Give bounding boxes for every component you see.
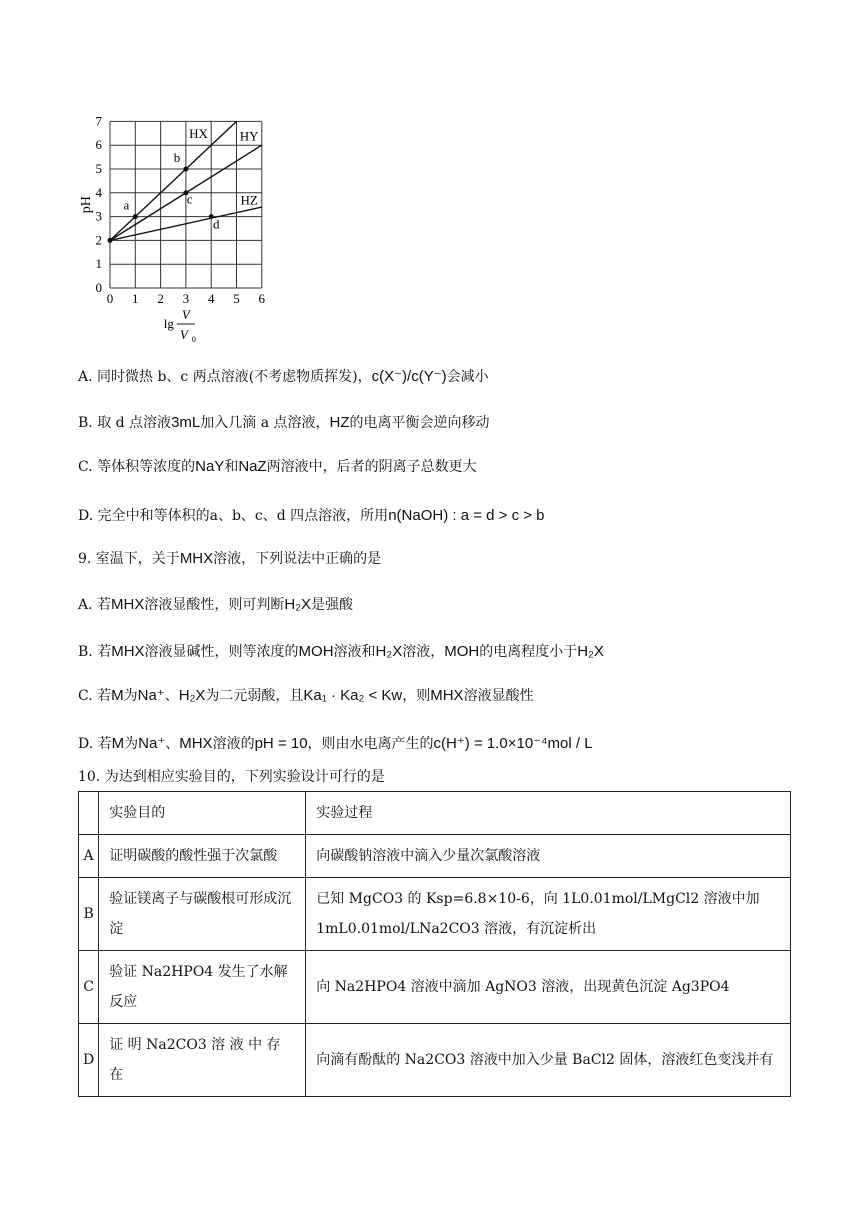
x-axis-label-numerator: V <box>181 307 190 322</box>
x-tick-label: 0 <box>106 291 114 306</box>
x-tick-label: 1 <box>132 291 139 306</box>
process-cell: 向 Na2HPO4 溶液中滴加 AgNO3 溶液，出现黄色沉淀 Ag3PO4 <box>306 951 791 1024</box>
q9-b-formula-4: MOH <box>444 643 480 660</box>
q9-stem-formula: MHX <box>179 550 214 567</box>
purpose-cell: 证 明 Na2CO3 溶 液 中 存 在 <box>99 1024 306 1097</box>
q9-b-formula-5: H₂X <box>577 643 604 660</box>
y-tick-label: 6 <box>95 137 102 153</box>
q9-b-formula-2: MOH <box>298 643 334 660</box>
q9-b-text-5: 的电离程度小于 <box>479 644 578 660</box>
q8-c-formula-2: NaZ <box>238 458 267 475</box>
y-tick-label: 5 <box>95 161 102 176</box>
y-tick-label: 2 <box>95 232 102 248</box>
x-tick-label: 6 <box>258 291 266 306</box>
q9-option-d <box>78 733 593 753</box>
q9-d-text-3: 、 <box>165 736 180 752</box>
q9-c-text: C. 若 <box>78 688 112 704</box>
q8-b-text-end: 的电离平衡会逆向移动 <box>349 415 490 431</box>
q9-d-formula-3: MHX <box>179 735 213 752</box>
q8-c-text-end: 两溶液中，后者的阴离子总数更大 <box>266 459 477 475</box>
y-tick-label: 4 <box>95 184 102 200</box>
q9-option-c <box>78 685 534 705</box>
q8-b-formula-2: HZ <box>329 414 350 431</box>
q8-c-text: C. 等体积等浓度的 <box>78 459 196 475</box>
q8-option-a <box>78 366 489 386</box>
q9-a-formula-2: H₂X <box>284 596 312 613</box>
q9-stem <box>78 548 381 568</box>
q9-d-formula-2: Na⁺ <box>138 735 166 752</box>
experiment-table <box>78 791 791 1097</box>
purpose-cell: 验证镁离子与碳酸根可形成沉淀 <box>99 878 306 951</box>
data-point-a <box>133 214 138 219</box>
q9-d-text-2: 为 <box>124 736 139 752</box>
q9-b-text-2: 溶液显碱性，则等浓度的 <box>144 644 299 660</box>
q10-stem-text: 10. 为达到相应实验目的，下列实验设计可行的是 <box>78 769 385 785</box>
table-header-cell: 实验目的 <box>99 792 306 835</box>
q9-option-a <box>78 594 353 614</box>
q9-c-text-2: 为 <box>123 688 138 704</box>
q9-d-formula-1: M <box>111 735 125 752</box>
q8-c-text-mid: 和 <box>224 459 239 475</box>
q9-b-text-3: 溶液和 <box>333 644 376 660</box>
data-point-b <box>183 167 188 172</box>
table-header-cell <box>79 792 99 835</box>
q9-c-formula-1: M <box>111 687 124 704</box>
q9-b-formula-3: H₂X <box>375 643 403 660</box>
y-tick-label: 3 <box>95 208 102 224</box>
q9-b-text: B. 若 <box>78 644 112 660</box>
process-cell: 已知 MgCO3 的 Ksp=6.8×10-6，向 1L0.01mol/LMgCl2 溶液中加 1mL0.01mol/LNa2CO3 溶液，有沉淀析出 <box>306 878 791 951</box>
series-label-hy: HY <box>239 128 259 144</box>
q8-b-text-mid: 加入几滴 a 点溶液， <box>200 415 330 431</box>
chart-axes <box>79 113 266 344</box>
x-tick-label: 2 <box>157 291 164 306</box>
point-label-c: c <box>186 191 193 207</box>
row-id-cell: D <box>79 1024 99 1097</box>
q9-a-formula-1: MHX <box>111 596 145 613</box>
x-axis-label-denominator: V <box>179 327 188 342</box>
q8-c-formula-1: NaY <box>195 458 225 475</box>
table-row <box>79 951 791 1024</box>
q9-d-text-5: ，则由水电离产生的 <box>307 736 434 752</box>
q9-a-text: A. 若 <box>78 597 112 613</box>
row-id-cell: C <box>79 951 99 1024</box>
q9-stem-text-end: 溶液，下列说法中正确的是 <box>213 551 382 567</box>
x-tick-label: 5 <box>233 291 240 306</box>
q8-a-text-end: 会减小 <box>446 369 489 385</box>
y-tick-label: 7 <box>95 113 102 129</box>
chart-labels <box>124 126 260 231</box>
q9-b-formula-1: MHX <box>111 643 145 660</box>
ph-dilution-chart <box>78 108 278 348</box>
row-id-cell: A <box>79 835 99 878</box>
x-axis-label-prefix: lg <box>163 316 174 331</box>
point-label-b: b <box>173 149 181 165</box>
q9-c-formula-3: H₂X <box>178 687 206 704</box>
series-label-hz: HZ <box>240 192 258 208</box>
point-label-d: d <box>213 216 220 232</box>
q9-c-text-3: 、 <box>164 688 179 704</box>
q9-c-text-end: 溶液显酸性 <box>463 688 534 704</box>
origin-point <box>108 238 113 243</box>
q9-a-text-end: 是强酸 <box>311 597 354 613</box>
q8-d-formula: n(NaOH) : a = d > c > b <box>388 507 545 524</box>
purpose-cell: 验证 Na2HPO4 发生了水解反应 <box>99 951 306 1024</box>
q8-option-d <box>78 505 545 525</box>
table-header-cell: 实验过程 <box>306 792 791 835</box>
process-cell: 向滴有酚酞的 Na2CO3 溶液中加入少量 BaCl2 固体，溶液红色变浅并有 <box>306 1024 791 1097</box>
q8-b-text: B. 取 d 点溶液 <box>78 415 172 431</box>
q8-option-c <box>78 456 477 476</box>
q9-stem-text: 9. 室温下，关于 <box>78 551 180 567</box>
process-cell: 向碳酸钠溶液中滴入少量次氯酸溶液 <box>306 835 791 878</box>
x-tick-label: 3 <box>182 291 190 306</box>
table-row <box>79 1024 791 1097</box>
q8-d-text: D. 完全中和等体积的a、b、c、d 四点溶液，所用 <box>78 508 389 524</box>
q9-d-text-4: 溶液的 <box>212 736 255 752</box>
table-row <box>79 878 791 951</box>
q9-a-text-mid: 溶液显酸性，则可判断 <box>144 597 285 613</box>
x-axis-label-subscript: 0 <box>191 335 196 344</box>
q9-c-formula-4: Ka₁ · Ka₂ < Kw <box>303 687 403 704</box>
q9-d-formula-5: c(H⁺) = 1.0×10⁻⁴mol / L <box>433 735 593 752</box>
q9-c-formula-5: MHX <box>430 687 464 704</box>
x-tick-label: 4 <box>207 291 215 306</box>
q8-a-formula: c(X⁻)/c(Y⁻) <box>371 368 447 385</box>
q9-d-text: D. 若 <box>78 736 112 752</box>
series-label-hx: HX <box>189 126 208 142</box>
y-tick-label: 0 <box>95 280 102 295</box>
q10-stem <box>78 766 385 786</box>
q9-b-text-4: 溶液， <box>402 644 445 660</box>
y-axis-label: pH <box>79 196 94 214</box>
y-tick-label: 1 <box>95 256 102 272</box>
row-id-cell: B <box>79 878 99 951</box>
point-label-a: a <box>123 197 130 213</box>
q9-c-text-4: 为二元弱酸，且 <box>205 688 304 704</box>
table-header-row <box>79 792 791 835</box>
q9-option-b <box>78 641 604 661</box>
table-row <box>79 835 791 878</box>
q9-c-formula-2: Na⁺ <box>137 687 165 704</box>
q9-c-text-5: ，则 <box>402 688 431 704</box>
purpose-cell: 证明碳酸的酸性强于次氯酸 <box>99 835 306 878</box>
q9-d-formula-4: pH = 10 <box>254 735 308 752</box>
q8-a-text: A. 同时微热 b、c 两点溶液(不考虑物质挥发)， <box>78 369 372 385</box>
q8-option-b <box>78 412 490 432</box>
q8-b-formula-1: 3mL <box>171 414 201 431</box>
